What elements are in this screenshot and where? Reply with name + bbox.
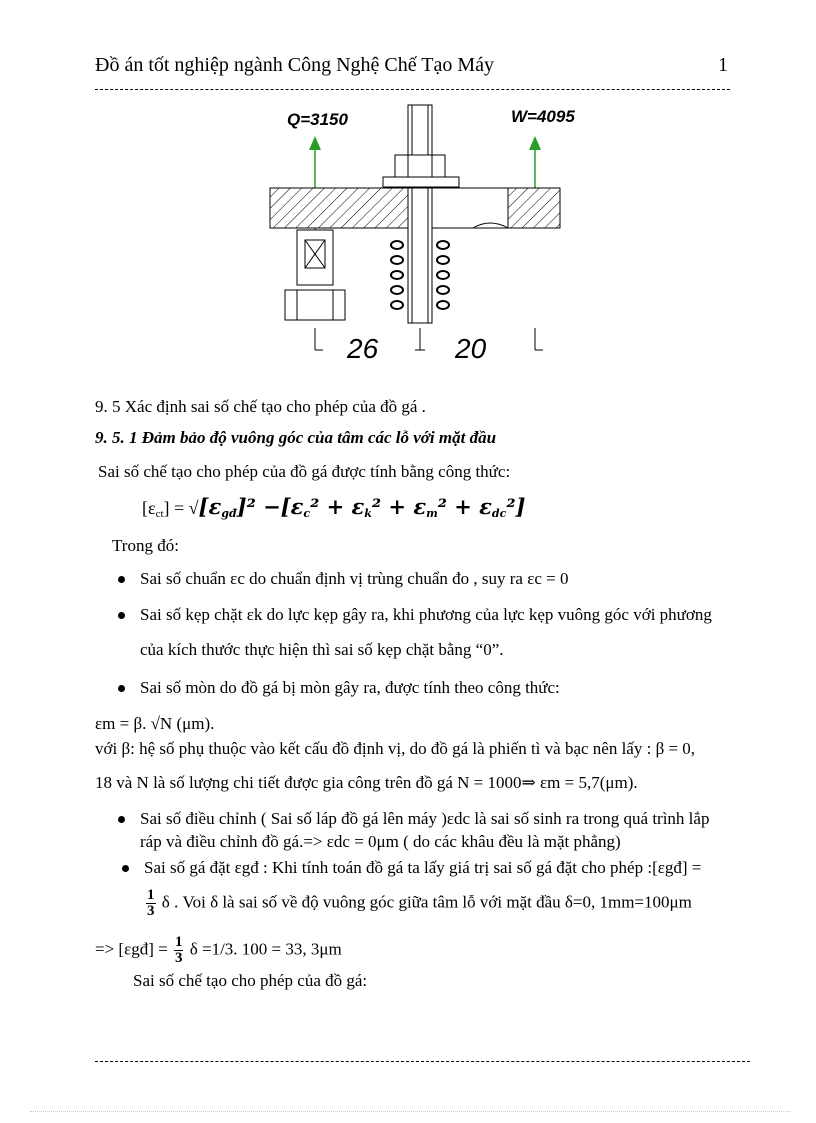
bullet-kep-line2: của kích thước thực hiện thì sai số kẹp chặt bằng “0”. xyxy=(140,640,504,659)
subsection-heading: 9. 5. 1 Đảm bảo độ vuông góc của tâm các lỗ với mặt đầu xyxy=(95,428,497,447)
intro-text: Sai số chế tạo cho phép của đồ gá được tính bằng công thức: xyxy=(98,462,511,481)
bullet-dot xyxy=(118,685,125,692)
bullet-mon: Sai số mòn do đồ gá bị mòn gây ra, được tính theo công thức: xyxy=(140,678,560,697)
bullet-dot xyxy=(118,816,125,823)
bullet-dot xyxy=(118,612,125,619)
header-title: Đồ án tốt nghiệp ngành Công Nghệ Chế Tạo Máy xyxy=(95,54,495,76)
bullet-dot xyxy=(118,576,125,583)
label-q: Q=3150 xyxy=(287,110,348,129)
beta-line2: 18 và N là số lượng chi tiết được gia công trên đồ gá N = 1000⇒ εm = 5,7(μm). xyxy=(95,773,638,792)
bullet-dieu-chinh-line1: Sai số điều chỉnh ( Sai số láp đồ gá lên máy )εdc là sai số sinh ra trong quá trình lắp xyxy=(140,809,710,828)
result-line: => [εgđ] = $\frac{1}{3}$ δ =1/3. 100 = 33, 3μm xyxy=(95,934,342,966)
fraction-one-third: $\frac{1}{3}$ xyxy=(174,934,183,966)
trong-do: Trong đó: xyxy=(112,536,179,555)
bullet-chuan: Sai số chuẩn εc do chuẩn định vị trùng chuẩn đo , suy ra εc = 0 xyxy=(140,569,569,588)
bullet-dieu-chinh-line2: ráp và điều chỉnh đồ gá.=> εdc = 0μm ( do các khâu đều là mặt phẳng) xyxy=(140,832,621,851)
header-divider xyxy=(95,89,730,90)
label-w: W=4095 xyxy=(511,107,575,126)
fixture-drawing xyxy=(265,100,575,365)
fraction-one-third: $\frac{1}{3}$ xyxy=(147,887,155,919)
bullet-kep-line1: Sai số kẹp chặt εk do lực kẹp gây ra, khi phương của lực kẹp vuông góc với phương xyxy=(140,605,712,624)
section-heading: 9. 5 Xác định sai số chế tạo cho phép của đồ gá . xyxy=(95,397,426,416)
page-number: 1 xyxy=(718,54,728,76)
dimension-left: 26 xyxy=(347,333,379,364)
dimension-right: 20 xyxy=(455,333,487,364)
bullet-ga-dat-line1: Sai số gá đặt εgđ : Khi tính toán đồ gá ta lấy giá trị sai số gá đặt cho phép :[εgđ] = xyxy=(144,858,702,877)
footer-divider xyxy=(95,1061,750,1062)
wear-formula: εm = β. √N (μm). xyxy=(95,714,215,733)
tolerance-formula: $[\varepsilon_{ct}] = √[\varepsilon_{gđ}]^2 -[\varepsilon_c^2 + \varepsilon_k^2 + \varepsilon_m^2 + \varepsilon_{dc}^2]$ xyxy=(142,494,526,520)
bullet-ga-dat-line2: $\frac{1}{3}$ δ . Voi δ là sai số về độ vuông góc giữa tâm lỗ với mặt đầu δ=0, 1mm=100μm xyxy=(147,887,692,919)
beta-line1: với β: hệ số phụ thuộc vào kết cấu đồ định vị, do đồ gá là phiến tì và bạc nên lấy : β = 0, xyxy=(95,739,696,758)
closing-text: Sai số chế tạo cho phép của đồ gá: xyxy=(133,971,368,990)
bullet-dot xyxy=(122,865,129,872)
page-edge xyxy=(30,1111,790,1112)
